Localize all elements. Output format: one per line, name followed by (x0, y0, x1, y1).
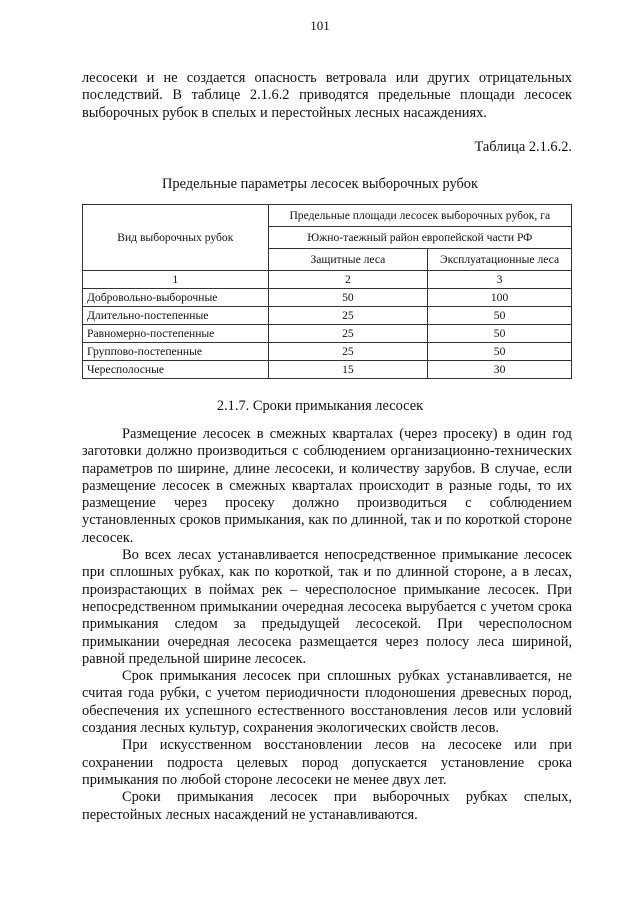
cell-protective: 15 (268, 361, 428, 379)
cell-felling-type: Группово-постепенные (83, 343, 269, 361)
cell-felling-type: Добровольно-выборочные (83, 289, 269, 307)
cell-exploitation: 50 (428, 325, 572, 343)
cell-felling-type: Длительно-постепенные (83, 307, 269, 325)
table-title: Предельные параметры лесосек выборочных рубок (161, 176, 478, 192)
cell-exploitation: 30 (428, 361, 572, 379)
column-number: 2 (268, 271, 428, 289)
table-row (83, 361, 572, 379)
cell-protective: 25 (268, 325, 428, 343)
header-protective-forests: Защитные леса (268, 249, 428, 271)
table-column-numbers-row (83, 271, 572, 289)
cell-felling-type: Чересполосные (83, 361, 269, 379)
table-row (83, 325, 572, 343)
table-row (83, 307, 572, 325)
table-label: Таблица 2.1.6.2. (474, 139, 572, 155)
cell-exploitation: 50 (428, 343, 572, 361)
intro-paragraph (82, 70, 572, 122)
intro-text: лесосеки и не создается опасность ветровала или других отрицательных последствий. В таблице 2.1.6.2 приводятся предельные площади лесосек выборочных рубок в спелых и перестойных лесных насаждениях. (82, 70, 572, 121)
header-region: Южно-таежный район европейской части РФ (268, 227, 571, 249)
section-heading: 2.1.7. Сроки примыкания лесосек (216, 398, 424, 414)
cell-exploitation: 100 (428, 289, 572, 307)
header-felling-type: Вид выборочных рубок (83, 205, 269, 271)
limits-table (82, 204, 572, 379)
cell-protective: 50 (268, 289, 428, 307)
column-number: 1 (83, 271, 269, 289)
cell-protective: 25 (268, 307, 428, 325)
cell-protective: 25 (268, 343, 428, 361)
section-paragraph: Сроки примыкания лесосек при выборочных рубках спелых, перестойных лесных насаждений не устанавливаются. (82, 789, 572, 823)
section-paragraph: При искусственном восстановлении лесов на лесосеке или при сохранении подроста целевых пород допускается установление срока примыкания по любой стороне лесосеки не менее двух лет. (82, 737, 572, 788)
header-area-limits: Предельные площади лесосек выборочных рубок, га (268, 205, 571, 227)
table-row (83, 343, 572, 361)
cell-exploitation: 50 (428, 307, 572, 325)
section-paragraph: Срок примыкания лесосек при сплошных рубках устанавливается, не считая года рубки, с учетом периодичности плодоношения древесных пород, обеспечения их успешного естественного восстановления лесов или условий создания лесных культур, сохранения экологических свойств лесов. (82, 668, 572, 737)
column-number: 3 (428, 271, 572, 289)
section-body (82, 426, 572, 824)
page-number: 101 (310, 18, 330, 33)
section-paragraph: Размещение лесосек в смежных кварталах (через просеку) в один год заготовки должно производиться с соблюдением организационно-технических параметров по ширине, длине лесосеки, и количеству зарубов. В случае, если размещение лесосек в смежных кварталах происходит в разные годы, то их размещение через просеку должно производиться с соблюдением установленных сроков примыкания, как по длинной, так и по короткой стороне лесосек. (82, 426, 572, 546)
cell-felling-type: Равномерно-постепенные (83, 325, 269, 343)
header-exploitation-forests: Эксплуатационные леса (428, 249, 572, 271)
table-row (83, 289, 572, 307)
table-header-row (83, 205, 572, 227)
section-paragraph: Во всех лесах устанавливается непосредственное примыкание лесосек при сплошных рубках, как по короткой, так и по длинной стороне, а в лесах, произрастающих в поймах рек – чересполосное примыкание лесосек. При непосредственном примыкании очередная лесосека вырубается с учетом срока примыкания следом за предыдущей лесосекой. При чересполосном примыкании очередная лесосека размещается через полосу леса шириной, равной предельной ширине лесосек. (82, 547, 572, 667)
